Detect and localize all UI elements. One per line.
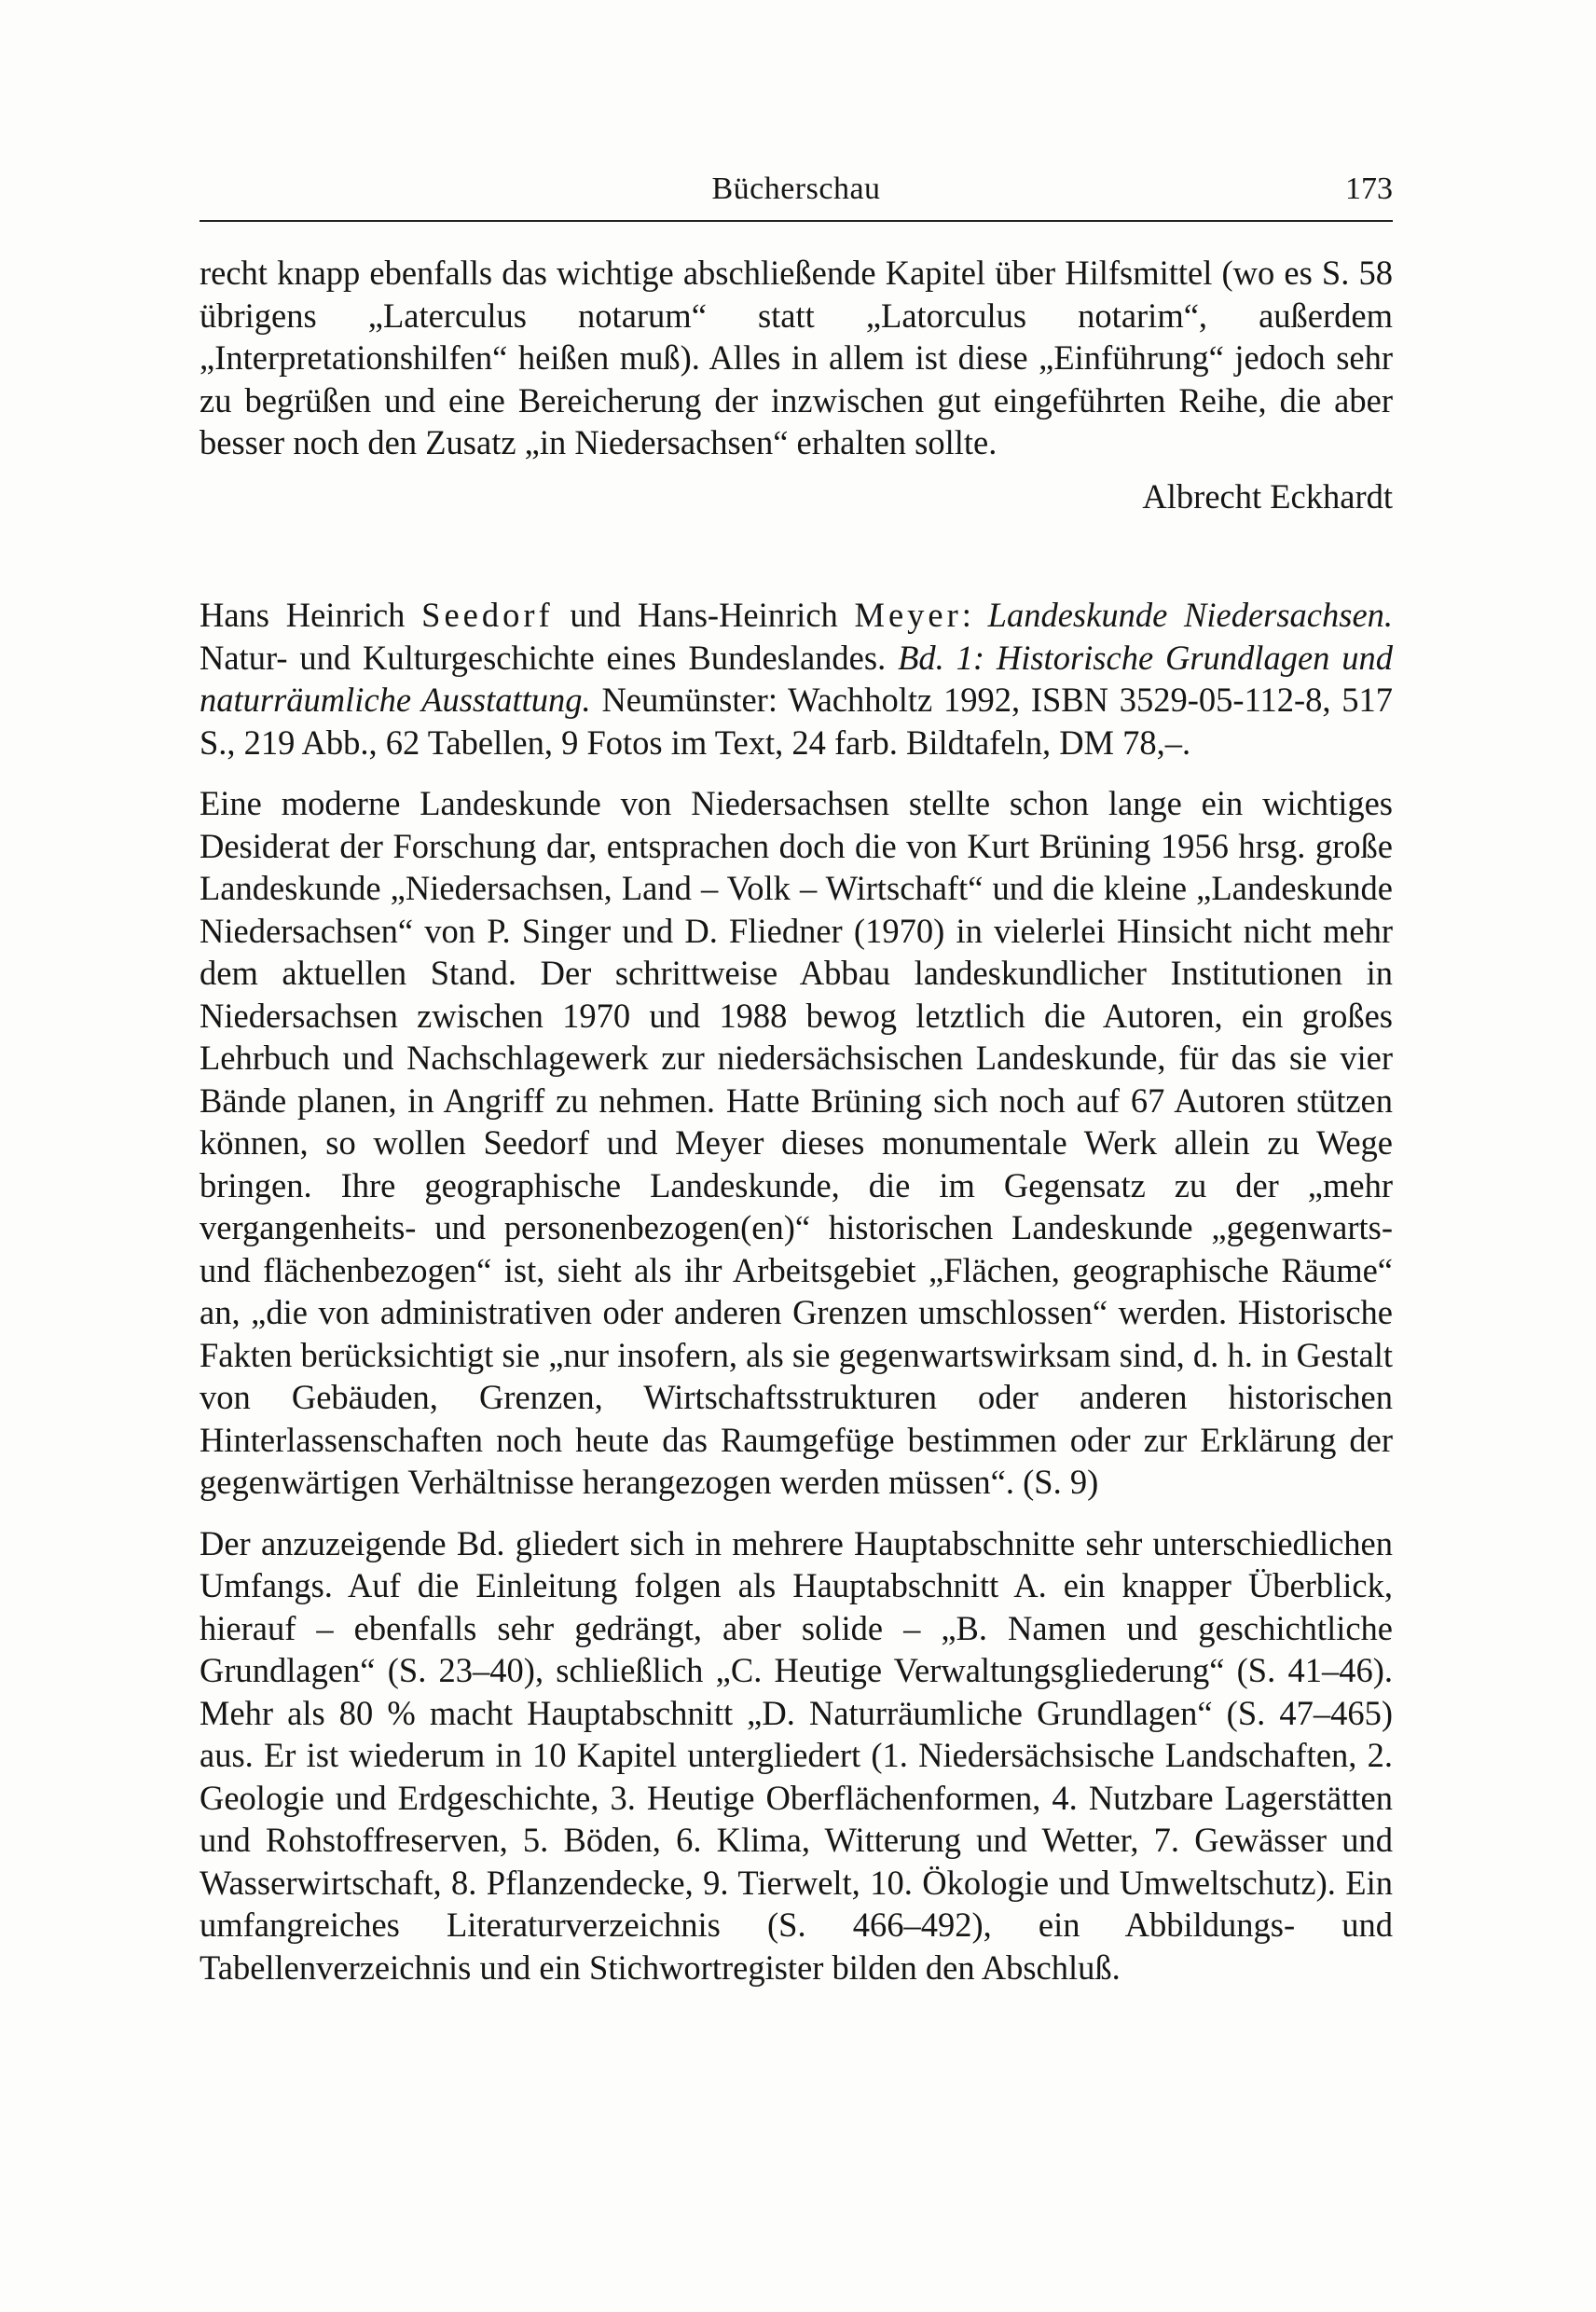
- review-paragraph-2: Der anzuzeigende Bd. gliedert sich in mehrere Hauptabschnitte sehr unterschiedlichen Umfangs. Auf die Einleitung folgen als Hauptabschnitt A. ein knapper Überblick, hierauf – ebenfalls sehr gedrängt, aber solide – „B. Namen und geschichtliche Grundlagen“ (S. 23–40), schließlich „C. Heutige Verwaltungsgliederung“ (S. 41–46). Mehr als 80 % macht Hauptabschnitt „D. Naturräumliche Grundlagen“ (S. 47–465) aus. Er ist wiederum in 10 Kapitel untergliedert (1. Niedersächsische Landschaften, 2. Geologie und Erdgeschichte, 3. Heutige Oberflächenformen, 4. Nutzbare Lagerstätten und Rohstoffreserven, 5. Böden, 6. Klima, Witterung und Wetter, 7. Gewässer und Wasserwirtschaft, 8. Pflanzendecke, 9. Tierwelt, 10. Ökologie und Umweltschutz). Ein umfangreiches Literaturverzeichnis (S. 466–492), ein Abbildungs- und Tabellenverzeichnis und ein Stichwortregister bilden den Abschluß.: [200, 1523, 1393, 1987]
- publication-details: Neumünster: Wachholtz 1992, ISBN 3529-05-112-8, 517 S., 219 Abb., 62 Tabellen, 9 Fotos im Text, 24 farb. Bildtafeln, DM 78,–.: [200, 681, 1393, 762]
- review-paragraph-1: Eine moderne Landeskunde von Niedersachsen stellte schon lange ein wichtiges Desiderat der Forschung dar, entsprachen doch die von Kurt Brüning 1956 hrsg. große Landeskunde „Niedersachsen, Land – Volk – Wirtschaft“ und die kleine „Landeskunde Niedersachsen“ von P. Singer und D. Fliedner (1970) in vielerlei Hinsicht nicht mehr dem aktuellen Stand. Der schrittweise Abbau landeskundlicher Institutionen in Niedersachsen zwischen 1970 und 1988 bewog letztlich die Autoren, ein großes Lehrbuch und Nachschlagewerk zur niedersächsischen Landeskunde, für das sie vier Bände planen, in Angriff zu nehmen. Hatte Brüning sich noch auf 67 Autoren stützen können, so wollen Seedorf und Meyer dieses monumentale Werk allein zu Wege bringen. Ihre geographische Landeskunde, die im Gegensatz zu der „mehr vergangenheits- und personenbezogen(en)“ historischen Landeskunde „gegenwarts- und flächenbezogen“ ist, sieht als ihr Arbeitsgebiet „Flächen, geographische Räume“ an, „die von administrativen oder anderen Grenzen umschlossen“ werden. Historische Fakten berücksichtigt sie „nur insofern, als sie gegenwartswirksam sind, d. h. in Gestalt von Gebäuden, Grenzen, Wirtschaftsstrukturen oder anderen historischen Hinterlassenschaften noch heute das Raumgefüge bestimmen oder zur Erklärung der gegenwärtigen Verhältnisse herangezogen werden müssen“. (S. 9): [200, 784, 1393, 1501]
- previous-review-continuation: recht knapp ebenfalls das wichtige abschließende Kapitel über Hilfsmittel (wo es S. 58 übrigens „Laterculus notarum“ statt „Latorculus notarim“, außerdem „Interpretationshilfen“ heißen muß). Alles in allem ist diese „Einführung“ jedoch sehr zu begrüßen und eine Bereicherung der inzwischen gut eingeführten Reihe, die aber besser noch den Zusatz „in Niedersachsen“ erhalten sollte.: [200, 254, 1393, 461]
- author-connector: und: [570, 596, 622, 634]
- author1-surname: Seedorf: [421, 596, 554, 634]
- author2-surname: Meyer: [854, 596, 962, 634]
- reviewer-signature: Albrecht Eckhardt: [1142, 476, 1393, 516]
- page-body: [200, 252, 1393, 1989]
- page-header: [200, 168, 1393, 222]
- volume-title: Bd. 1: Historische Grundlagen und naturräumliche Ausstattung.: [200, 638, 1393, 719]
- author-colon: :: [961, 596, 971, 634]
- book-title: Landeskunde Niedersachsen.: [987, 596, 1394, 634]
- bibliographic-entry: [200, 594, 1393, 764]
- author1-given: Hans Heinrich: [200, 596, 406, 634]
- book-subtitle: Natur- und Kulturgeschichte eines Bundeslandes.: [200, 638, 887, 677]
- page-number: 173: [1345, 172, 1393, 206]
- running-title: Bücherschau: [711, 172, 881, 206]
- author2-given: Hans-Heinrich: [637, 596, 838, 634]
